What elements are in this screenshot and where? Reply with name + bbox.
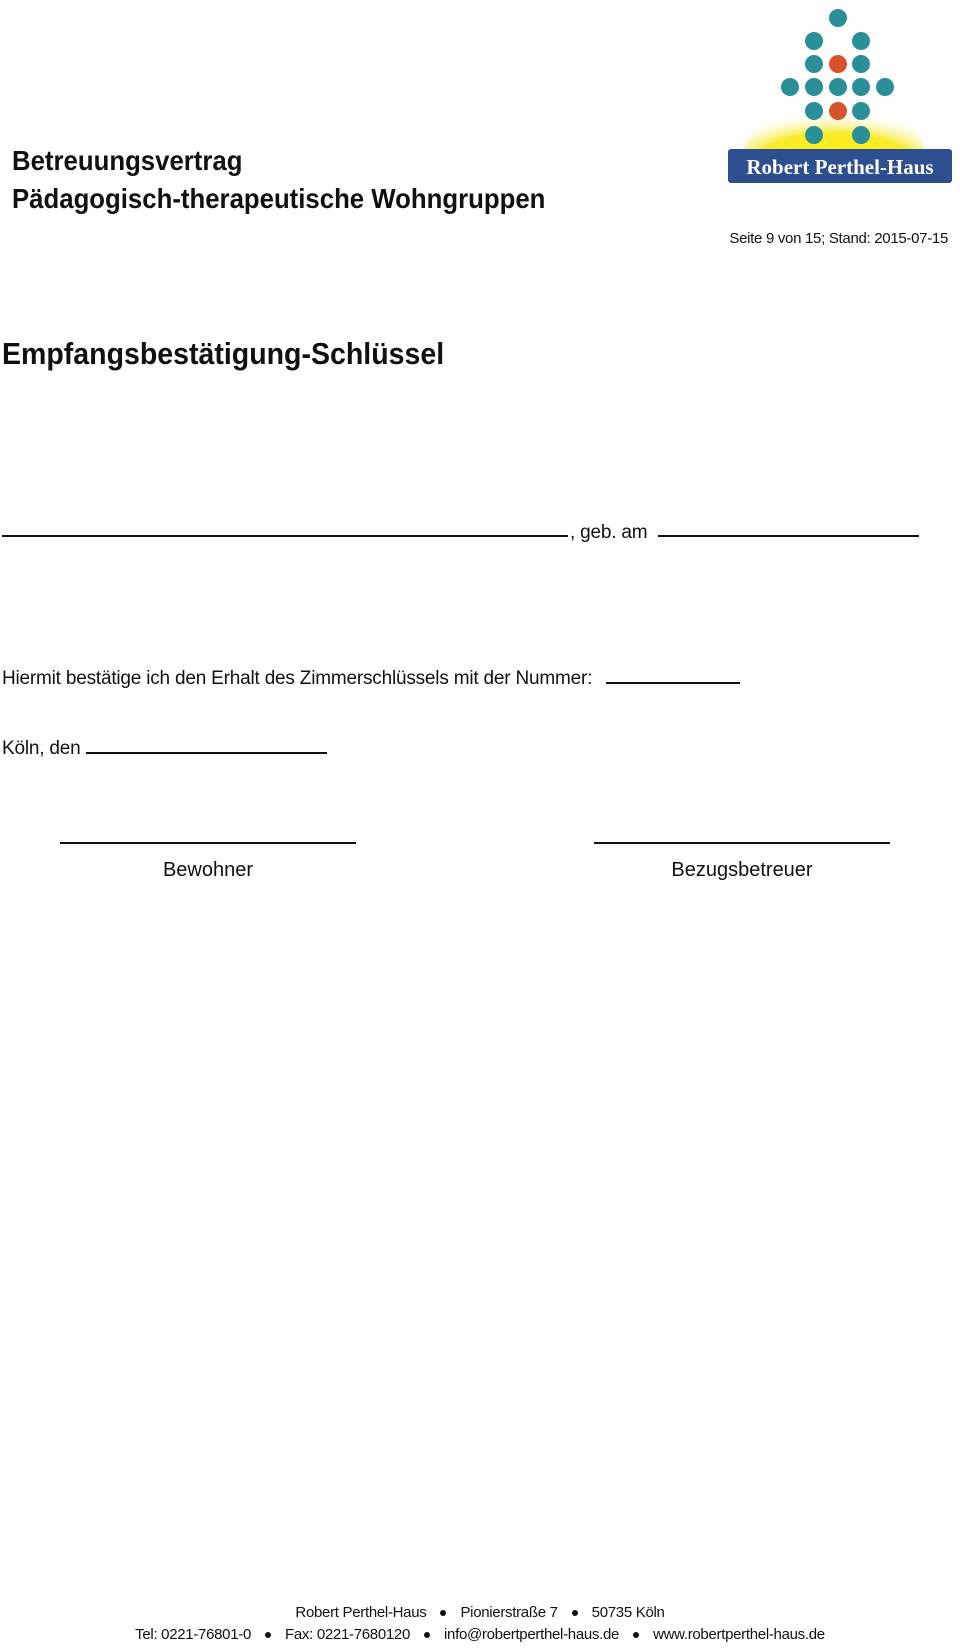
- footer-city: 50735 Köln: [591, 1604, 665, 1621]
- footer-street: Pionierstraße 7: [460, 1604, 558, 1621]
- name-field-line[interactable]: [2, 535, 568, 537]
- born-label: , geb. am: [570, 522, 648, 543]
- robert-perthel-haus-logo: [728, 6, 956, 196]
- bullet-icon: [633, 1632, 639, 1638]
- bullet-icon: [440, 1610, 446, 1616]
- confirmation-text: Hiermit bestätige ich den Erhalt des Zimmerschlüssels mit der Nummer:: [2, 668, 593, 689]
- bullet-icon: [572, 1610, 578, 1616]
- document-heading: Empfangsbestätigung-Schlüssel: [2, 336, 445, 371]
- footer-email: info@robertperthel-haus.de: [444, 1626, 620, 1643]
- key-number-field-line[interactable]: [606, 682, 740, 684]
- caretaker-signature-line[interactable]: [594, 842, 890, 844]
- footer-phone: Tel: 0221-76801-0: [135, 1626, 251, 1643]
- caretaker-signature-label: Bezugsbetreuer: [671, 859, 813, 881]
- header-title-line1: Betreuungsvertrag: [12, 145, 243, 176]
- header-title-line2: Pädagogisch-therapeutische Wohngruppen: [12, 183, 546, 214]
- footer-fax: Fax: 0221-7680120: [285, 1626, 411, 1643]
- footer-line-2: [0, 1626, 960, 1643]
- place-date-label: Köln, den: [2, 738, 81, 759]
- bullet-icon: [424, 1632, 430, 1638]
- birthdate-field-line[interactable]: [658, 535, 919, 537]
- logo-text: Robert Perthel-Haus: [746, 155, 934, 179]
- resident-signature-label: Bewohner: [162, 859, 254, 881]
- footer-website: www.robertperthel-haus.de: [653, 1626, 825, 1643]
- bullet-icon: [265, 1632, 271, 1638]
- footer-line-1: [0, 1604, 960, 1621]
- resident-signature-line[interactable]: [60, 842, 356, 844]
- page-info: Seite 9 von 15; Stand: 2015-07-15: [729, 230, 948, 247]
- date-field-line[interactable]: [86, 752, 327, 754]
- footer-org-name: Robert Perthel-Haus: [295, 1604, 427, 1621]
- header-title: [12, 142, 545, 218]
